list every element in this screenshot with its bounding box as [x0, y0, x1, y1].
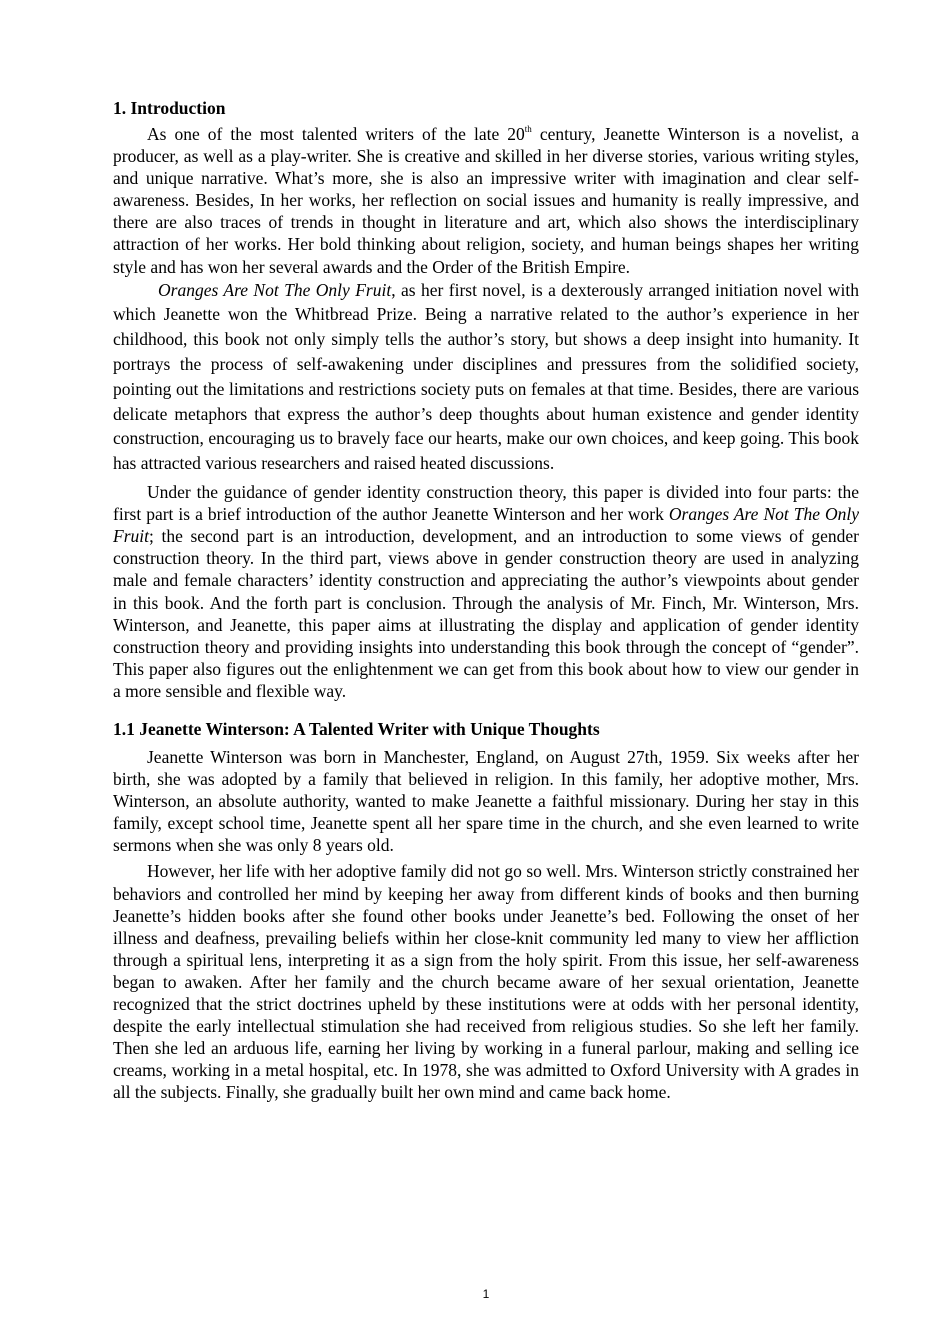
document-page [113, 96, 859, 1103]
section-heading: 1. Introduction [113, 98, 226, 118]
biography-paragraph-2: However, her life with her adoptive family did not go so well. Mrs. Winterson strictly constrained her behaviors and controlled her mind by keeping her away from different kinds of books and then burning Jeanette’s hidden books after she found other books under Jeanette’s bed. Following the onset of her illness and deafness, prevailing beliefs within her close-knit community led many to view her affliction through a spiritual lens, interpreting it as a sign from the holy spirit. From this issue, her self-awareness began to awaken. After her family and the church became aware of her sexual orientation, Jeanette recognized that the strict doctrines upheld by these institutions were at odds with her personal identity, despite the early intellectual stimulation she had received from religious studies. So she left her family. Then she led an arduous life, earning her living by working in a funeral parlour, making and selling ice creams, working in a metal hospital, etc. In 1978, she was admitted to Oxford University with A grades in all the subjects. Finally, she gradually built her own mind and came back home. [113, 861, 859, 1103]
intro-paragraph-2 [113, 278, 859, 476]
intro-paragraph-3-text-a: Under the guidance of gender identity construction theory, this paper is divided into four parts: the first part is a brief introduction of the author Jeanette Winterson and her work [113, 482, 859, 525]
intro-paragraph-2-text: , as her first novel, is a dexterously arranged initiation novel with which Jeanette won the Whitbread Prize. Being a narrative related to the author’s experience in her childhood, this book not only simply tells the author’s story, but shows a deep insight into humanity. It portrays the process of self-awakening under disciplines and pressures from the solidified society, pointing out the limitations and restrictions society puts on females at that time. Besides, there are various delicate metaphors that express the author’s deep thoughts about human existence and gender identity construction, encouraging us to bravely face our hearts, make our own choices, and keep going. This book has attracted various researchers and raised heated discussions. [113, 279, 860, 474]
book-title-italic: Oranges Are Not The Only Fruit [113, 504, 859, 547]
intro-paragraph-1 [113, 123, 859, 278]
intro-paragraph-3 [113, 481, 859, 702]
intro-paragraph-1-text-a: As one of the most talented writers of the late 20 [147, 124, 525, 144]
page-number: 1 [482, 1287, 490, 1301]
ordinal-suffix: th [524, 124, 532, 134]
intro-paragraph-3-text-b: ; the second part is an introduction, development, and an introduction to some views of gender construction theory. In the third part, views above in gender construction theory are used in analyzing male and female characters’ identity construction and appreciating the author’s viewpoints about gender in this book. And the forth part is conclusion. Through the analysis of Mr. Finch, Mr. Winterson, Mrs. Winterson, and Jeanette, this paper aims at illustrating the display and application of gender identity construction theory and providing insights into understanding this book through the concept of “gender”. This paper also figures out the enlightenment we can get from this book about how to view our gender in a more sensible and flexible way. [113, 526, 859, 701]
book-title-italic: Oranges Are Not The Only Fruit [158, 279, 392, 300]
subsection-heading: 1.1 Jeanette Winterson: A Talented Writer with Unique Thoughts [113, 718, 600, 739]
intro-paragraph-1-text-b: century, Jeanette Winterson is a novelist, a producer, as well as a play-writer. She is creative and skilled in her diverse stories, various writing styles, and unique narrative. What’s more, she is also an impressive writer with imagination and clear self-awareness. Besides, In her works, her reflection on social issues and humanity is really impressive, and there are also traces of trends in thought in literature and art, which also shows the interdisciplinary attraction of her works. Her bold thinking about religion, society, and human beings shapes her writing style and has won her several awards and the Order of the British Empire. [113, 124, 859, 277]
biography-paragraph-1: Jeanette Winterson was born in Manchester, England, on August 27th, 1959. Six weeks after her birth, she was adopted by a family that believed in religion. In this family, her adoptive mother, Mrs. Winterson, an absolute authority, wanted to make Jeanette a faithful missionary. During her stay in this family, except school time, Jeanette spent all her spare time in the church, and she even learned to write sermons when she was only 8 years old. [113, 746, 859, 856]
